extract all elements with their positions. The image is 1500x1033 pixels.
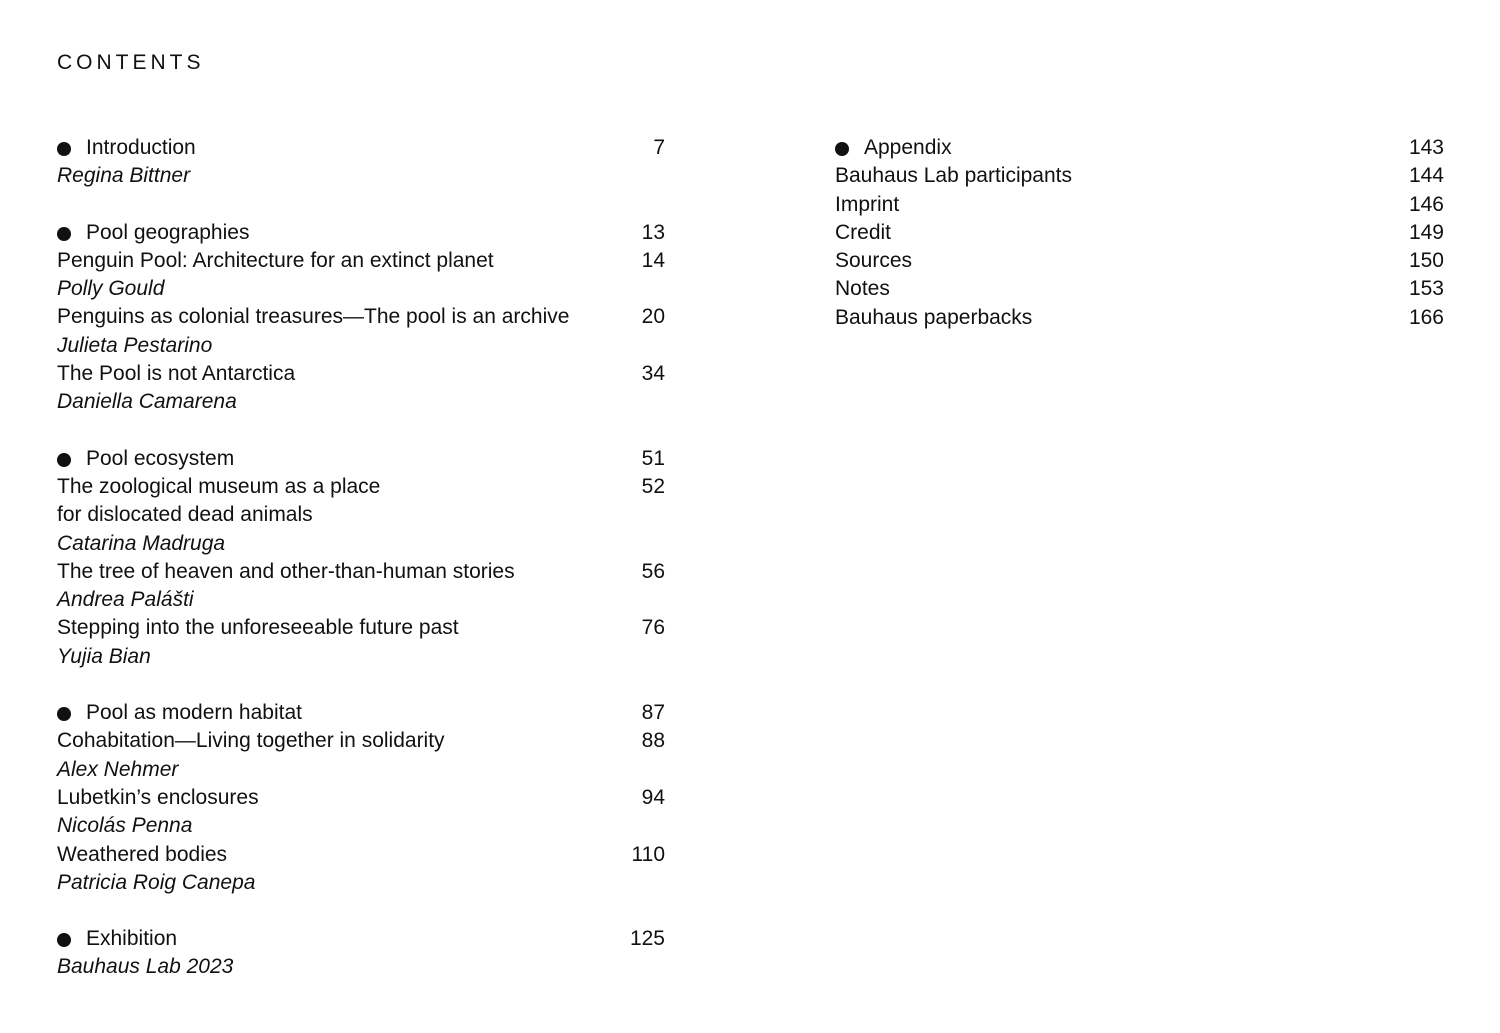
entry-title-label: Penguin Pool: Architecture for an extinct planet: [57, 248, 494, 272]
section-heading-label: Introduction: [57, 134, 196, 162]
section-heading[interactable]: [57, 925, 665, 953]
entry-page-number: 94: [641, 785, 665, 809]
entry-title[interactable]: [57, 614, 665, 642]
toc-section: [57, 219, 665, 417]
entry-author-name: Julieta Pestarino: [57, 333, 213, 357]
entry-title-label: Credit: [835, 220, 892, 244]
entry-page-number: 20: [641, 305, 665, 329]
entry-title[interactable]: [835, 304, 1444, 332]
entry-title[interactable]: [57, 360, 665, 388]
entry-page-number: 52: [641, 474, 665, 498]
toc-section: [57, 445, 665, 671]
entry-title-label: Bauhaus Lab participants: [835, 164, 1072, 188]
entry-title[interactable]: [835, 275, 1444, 303]
section-heading[interactable]: [57, 134, 665, 162]
contents-column-right: [835, 134, 1444, 360]
entry-title-label: Cohabitation—Living together in solidarity: [57, 729, 445, 753]
entry-title-label: Bauhaus paperbacks: [835, 305, 1033, 329]
entry-author-name: Yujia Bian: [57, 644, 151, 668]
entry-author-name: Daniella Camarena: [57, 390, 237, 414]
entry-title-label: Imprint: [835, 192, 900, 216]
section-page-number: 87: [641, 701, 665, 725]
entry-title-label: The zoological museum as a place: [57, 474, 381, 498]
section-page-number: 143: [1408, 136, 1444, 159]
entry-page-number: 56: [641, 559, 665, 583]
entry-title[interactable]: [57, 473, 665, 501]
section-heading-label: Pool geographies: [57, 219, 249, 247]
entry-page-number: 34: [641, 362, 665, 386]
entry-author: [57, 162, 665, 190]
entry-author-name: Patricia Roig Canepa: [57, 870, 256, 894]
entry-title-label: Penguins as colonial treasures—The pool is an archive: [57, 305, 570, 329]
entry-author-name: Andrea Palášti: [57, 588, 194, 612]
entry-page-number: 14: [641, 248, 665, 272]
entry-title-label: The Pool is not Antarctica: [57, 362, 296, 386]
entry-title[interactable]: [835, 219, 1444, 247]
section-page-number: 51: [641, 446, 665, 470]
entry-title-label: Lubetkin’s enclosures: [57, 785, 259, 809]
entry-title[interactable]: [57, 558, 665, 586]
entry-title[interactable]: [835, 191, 1444, 219]
entry-author: [57, 530, 665, 558]
entry-author: [57, 388, 665, 416]
entry-author-name: Polly Gould: [57, 277, 165, 301]
section-heading-label: Exhibition: [57, 925, 177, 953]
entry-author: [57, 275, 665, 303]
entry-author: [57, 643, 665, 671]
entry-author-name: Nicolás Penna: [57, 814, 193, 838]
entry-title-label: Notes: [835, 277, 890, 301]
entry-title-label: Sources: [835, 249, 913, 273]
entry-author-name: Bauhaus Lab 2023: [57, 955, 234, 979]
section-page-number: 13: [641, 220, 665, 244]
section-heading[interactable]: [57, 219, 665, 247]
entry-title-label: for dislocated dead animals: [57, 503, 313, 527]
entry-page-number: 149: [1408, 220, 1444, 244]
entry-title[interactable]: [835, 162, 1444, 190]
entry-page-number: 166: [1408, 305, 1444, 329]
entry-author: [57, 756, 665, 784]
entry-title-label: Weathered bodies: [57, 842, 228, 866]
contents-column-left: [57, 134, 665, 1010]
section-page-number: 125: [629, 927, 665, 951]
entry-title-label: The tree of heaven and other-than-human stories: [57, 559, 515, 583]
entry-page-number: 88: [641, 729, 665, 753]
entry-author: [57, 953, 665, 981]
entry-author-name: Regina Bittner: [57, 164, 191, 188]
entry-author-name: Alex Nehmer: [57, 757, 179, 781]
entry-page-number: 144: [1408, 164, 1444, 188]
entry-author: [57, 586, 665, 614]
entry-page-number: 110: [631, 842, 665, 866]
entry-author: [57, 869, 665, 897]
section-heading[interactable]: [57, 445, 665, 473]
entry-author-name: Catarina Madruga: [57, 531, 226, 555]
section-heading-label: Appendix: [835, 134, 952, 162]
section-heading[interactable]: [57, 699, 665, 727]
entry-title[interactable]: [57, 303, 665, 331]
entry-title-label: Stepping into the unforeseeable future past: [57, 616, 459, 640]
entry-title[interactable]: [57, 784, 665, 812]
page-title: CONTENTS: [57, 51, 205, 74]
entry-title[interactable]: [835, 247, 1444, 275]
entry-page-number: 153: [1408, 277, 1444, 301]
section-heading-label: Pool ecosystem: [57, 445, 234, 473]
toc-section: [57, 925, 665, 982]
toc-section: [57, 699, 665, 897]
entry-title[interactable]: [57, 247, 665, 275]
section-page-number: 7: [653, 136, 665, 159]
toc-section: [57, 134, 665, 191]
entry-author: [57, 812, 665, 840]
entry-title[interactable]: [57, 501, 665, 529]
entry-page-number: 76: [641, 616, 665, 640]
entry-page-number: 146: [1408, 192, 1444, 216]
entry-title[interactable]: [57, 841, 665, 869]
section-heading[interactable]: [835, 134, 1444, 162]
section-heading-label: Pool as modern habitat: [57, 699, 302, 727]
entry-author: [57, 332, 665, 360]
toc-section: [835, 134, 1444, 332]
entry-page-number: 150: [1408, 249, 1444, 273]
entry-title[interactable]: [57, 727, 665, 755]
